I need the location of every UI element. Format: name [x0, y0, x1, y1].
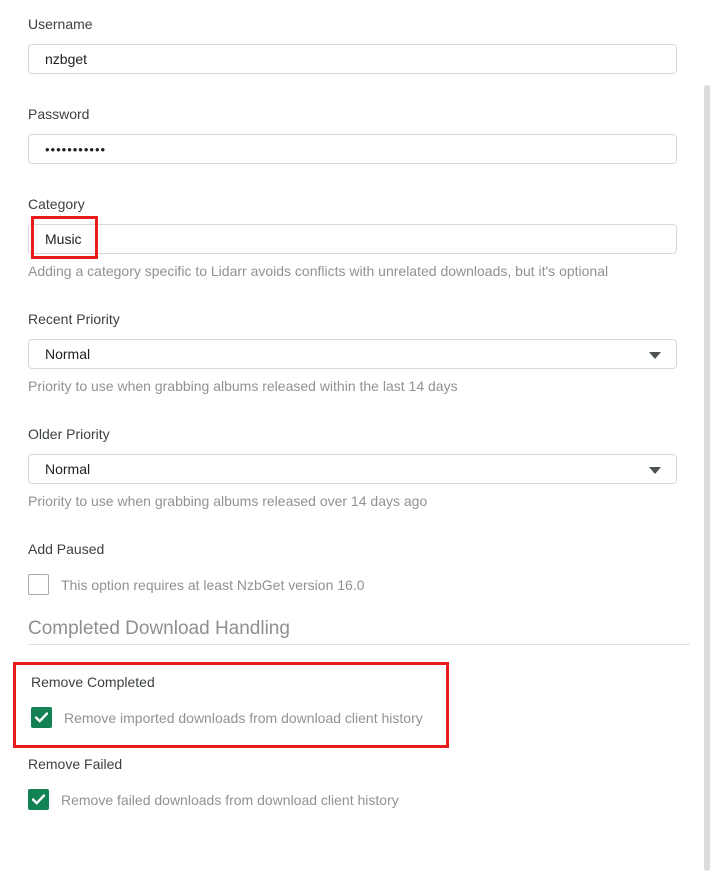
older-priority-value: Normal [45, 461, 91, 477]
username-label: Username [28, 16, 93, 32]
older-priority-select[interactable] [28, 454, 677, 484]
remove-completed-annotation-box [13, 662, 449, 748]
password-input[interactable] [28, 134, 677, 164]
remove-completed-checkbox[interactable] [31, 707, 52, 728]
recent-priority-select[interactable] [28, 339, 677, 369]
recent-priority-help-text: Priority to use when grabbing albums released within the last 14 days [28, 378, 458, 394]
category-group [28, 197, 717, 279]
password-value: ••••••••••• [45, 141, 107, 157]
category-input[interactable] [28, 224, 677, 254]
check-icon [35, 712, 48, 723]
category-value: Music [45, 231, 82, 247]
remove-completed-checkbox-row [31, 707, 446, 728]
chevron-down-icon [649, 467, 661, 474]
remove-completed-label: Remove Completed [31, 674, 155, 690]
category-label: Category [28, 196, 85, 212]
chevron-down-icon [649, 352, 661, 359]
add-paused-checkbox[interactable] [28, 574, 49, 595]
remove-failed-label: Remove Failed [28, 756, 123, 772]
add-paused-label: Add Paused [28, 541, 105, 557]
older-priority-group [28, 427, 717, 509]
recent-priority-label: Recent Priority [28, 311, 120, 327]
vertical-scrollbar[interactable] [704, 85, 710, 871]
add-paused-group [28, 542, 717, 595]
remove-failed-group [28, 757, 717, 810]
username-value: nzbget [45, 51, 88, 67]
check-icon [32, 794, 45, 805]
recent-priority-group [28, 312, 717, 394]
remove-failed-checkbox-label: Remove failed downloads from download client history [61, 791, 399, 808]
remove-failed-checkbox-row [28, 789, 717, 810]
password-label: Password [28, 106, 90, 122]
older-priority-help-text: Priority to use when grabbing albums released over 14 days ago [28, 493, 428, 509]
add-paused-checkbox-label: This option requires at least NzbGet version 16.0 [61, 576, 365, 593]
username-group [28, 17, 717, 74]
older-priority-label: Older Priority [28, 426, 110, 442]
password-group [28, 107, 717, 164]
remove-failed-checkbox[interactable] [28, 789, 49, 810]
username-input[interactable] [28, 44, 677, 74]
recent-priority-value: Normal [45, 346, 91, 362]
add-paused-checkbox-row [28, 574, 717, 595]
category-help-text: Adding a category specific to Lidarr avoids conflicts with unrelated downloads, but it's optional [28, 263, 609, 279]
remove-completed-checkbox-label: Remove imported downloads from download client history [64, 709, 423, 726]
completed-download-handling-heading: Completed Download Handling [28, 618, 690, 645]
